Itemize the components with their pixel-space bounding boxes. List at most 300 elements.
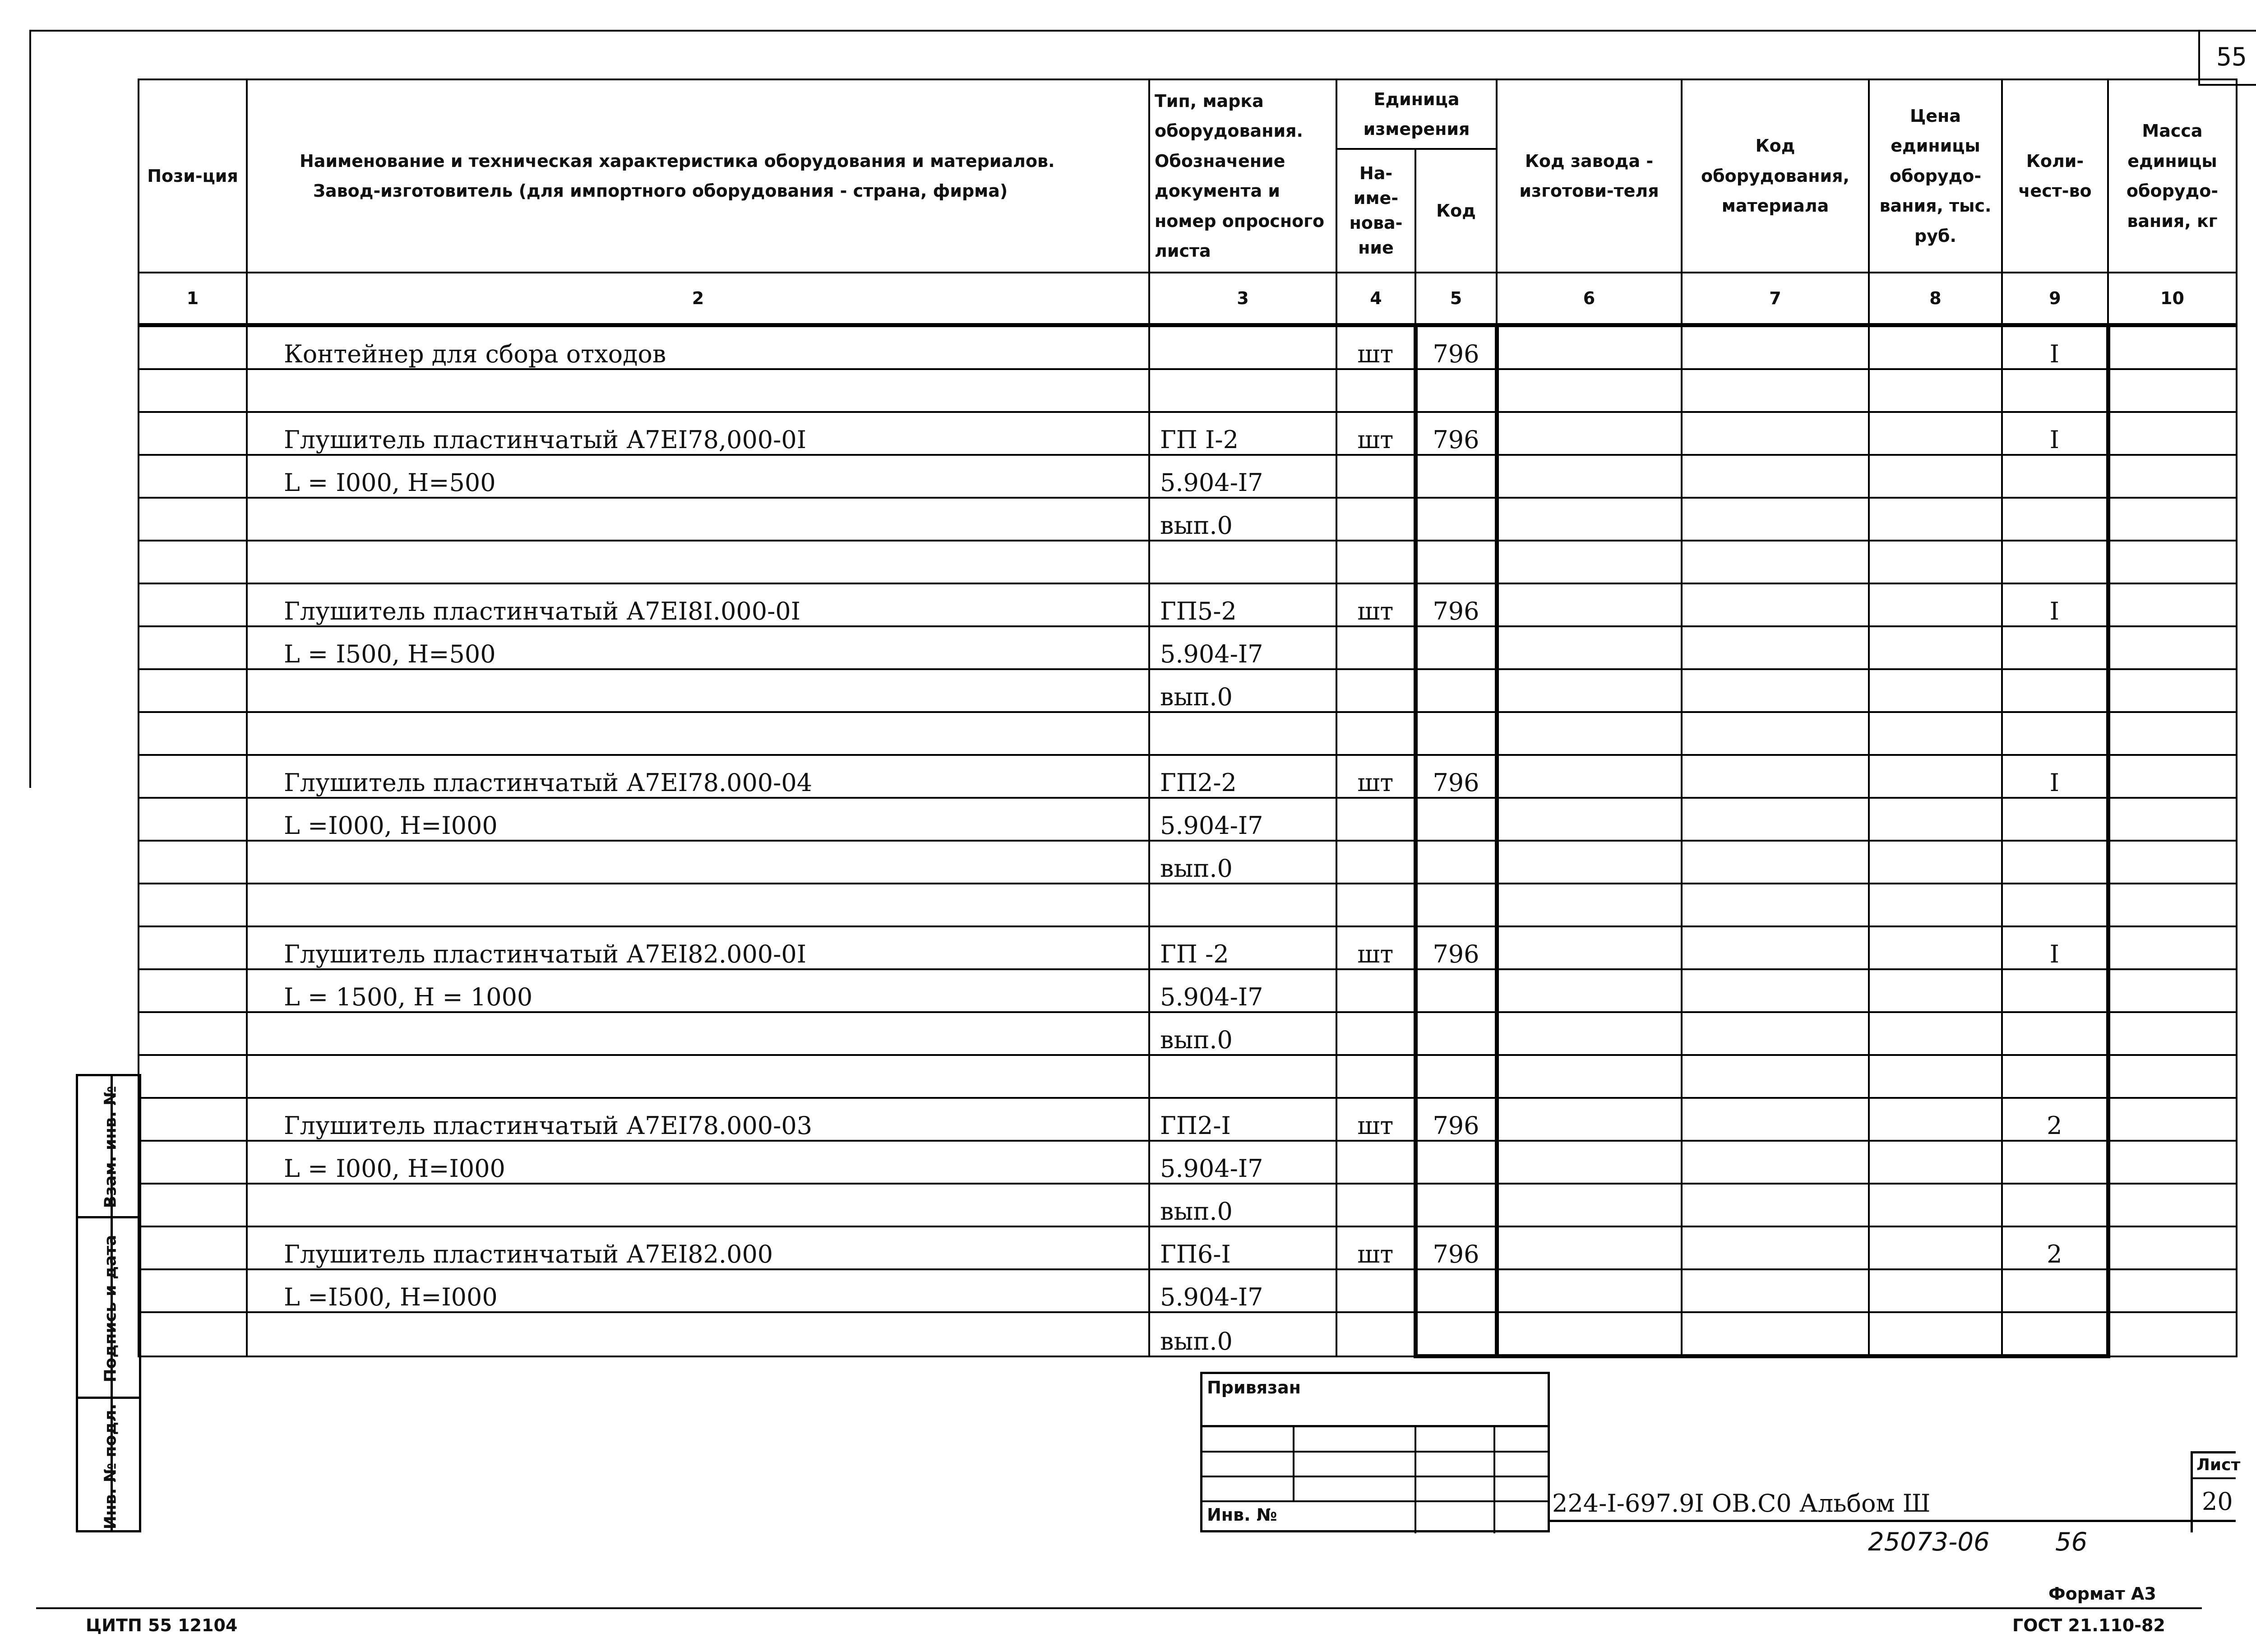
table-row <box>139 1141 2237 1184</box>
cell-price <box>1869 926 2002 969</box>
cell-code: 796 <box>1415 926 1497 969</box>
cell-code <box>1415 455 1497 498</box>
cell-code <box>1415 884 1497 926</box>
cell-price <box>1869 1269 2002 1312</box>
cell-quantity <box>2002 1055 2108 1098</box>
cell-name: L = I000, H=500 <box>247 455 1149 498</box>
cell-price <box>1869 1012 2002 1055</box>
cell-type: 5.904-I7 <box>1149 1269 1336 1312</box>
cell-unit <box>1336 1184 1415 1226</box>
cell-code <box>1415 498 1497 541</box>
cell-mass <box>2108 1055 2237 1098</box>
cell-type: вып.0 <box>1149 669 1336 712</box>
table-row <box>139 884 2237 926</box>
cell-position <box>139 412 247 455</box>
cell-name: Глушитель пластинчатый А7ЕI82.000 <box>247 1226 1149 1269</box>
cell-type: ГП I-2 <box>1149 412 1336 455</box>
cell-price <box>1869 1184 2002 1226</box>
cell-equipment-code <box>1682 412 1869 455</box>
cell-unit: шт <box>1336 325 1415 370</box>
column-number: 4 <box>1336 273 1415 325</box>
cell-mass <box>2108 498 2237 541</box>
cell-mass <box>2108 1226 2237 1269</box>
cell-position <box>139 1226 247 1269</box>
cell-price <box>1869 455 2002 498</box>
cell-position <box>139 1098 247 1141</box>
cell-name <box>247 369 1149 412</box>
cell-name: Глушитель пластинчатый А7ЕI78,000-0I <box>247 412 1149 455</box>
cell-mass <box>2108 841 2237 884</box>
cell-factory-code <box>1497 626 1682 669</box>
cell-code: 796 <box>1415 1098 1497 1141</box>
cell-factory-code <box>1497 412 1682 455</box>
cell-code <box>1415 541 1497 583</box>
cell-position <box>139 712 247 755</box>
cell-position <box>139 1012 247 1055</box>
cell-price <box>1869 884 2002 926</box>
cell-factory-code <box>1497 969 1682 1012</box>
citp-label: ЦИТП 55 12104 <box>86 1615 238 1635</box>
cell-factory-code <box>1497 1226 1682 1269</box>
table-row <box>139 541 2237 583</box>
side-cell-vzam <box>78 1076 139 1218</box>
sheet-box-top-line <box>2193 1451 2236 1453</box>
table-row <box>139 626 2237 669</box>
cell-factory-code <box>1497 1184 1682 1226</box>
table-row <box>139 369 2237 412</box>
cell-quantity <box>2002 884 2108 926</box>
cell-name <box>247 884 1149 926</box>
cell-mass <box>2108 712 2237 755</box>
cell-equipment-code <box>1682 498 1869 541</box>
table-row <box>139 712 2237 755</box>
cell-position <box>139 626 247 669</box>
cell-quantity <box>2002 669 2108 712</box>
column-number: 3 <box>1149 273 1336 325</box>
cell-unit: шт <box>1336 926 1415 969</box>
cell-code <box>1415 1312 1497 1356</box>
table-row <box>139 1098 2237 1141</box>
cell-mass <box>2108 1012 2237 1055</box>
cell-position <box>139 669 247 712</box>
table-row <box>139 669 2237 712</box>
header-unit-code: Код <box>1415 149 1497 273</box>
cell-price <box>1869 626 2002 669</box>
cell-code <box>1415 669 1497 712</box>
cell-name: L =I500, H=I000 <box>247 1269 1149 1312</box>
cell-equipment-code <box>1682 626 1869 669</box>
sheet-box-divider <box>2193 1477 2236 1479</box>
table-row <box>139 755 2237 798</box>
cell-code <box>1415 626 1497 669</box>
header-name-line2: Завод-изготовитель (для импортного оборудования - страна, фирма) <box>313 181 1008 201</box>
cell-mass <box>2108 926 2237 969</box>
cell-code <box>1415 1012 1497 1055</box>
cell-position <box>139 1312 247 1356</box>
cell-type: 5.904-I7 <box>1149 626 1336 669</box>
cell-equipment-code <box>1682 841 1869 884</box>
stamp-line <box>1202 1451 1548 1453</box>
cell-type: ГП -2 <box>1149 926 1336 969</box>
cell-unit <box>1336 1141 1415 1184</box>
table-row <box>139 1012 2237 1055</box>
column-number: 6 <box>1497 273 1682 325</box>
cell-name <box>247 498 1149 541</box>
cell-unit <box>1336 1012 1415 1055</box>
cell-factory-code <box>1497 841 1682 884</box>
column-number-row <box>139 273 2237 325</box>
stamp-label-inv-no: Инв. № <box>1207 1505 1277 1525</box>
cell-equipment-code <box>1682 884 1869 926</box>
cell-quantity <box>2002 541 2108 583</box>
cell-type <box>1149 325 1336 370</box>
cell-quantity <box>2002 1269 2108 1312</box>
cell-factory-code <box>1497 1269 1682 1312</box>
handwritten-page: 56 <box>2055 1527 2088 1557</box>
cell-price <box>1869 325 2002 370</box>
cell-unit <box>1336 541 1415 583</box>
cell-type: вып.0 <box>1149 1184 1336 1226</box>
cell-code: 796 <box>1415 583 1497 626</box>
cell-code: 796 <box>1415 755 1497 798</box>
cell-quantity: I <box>2002 583 2108 626</box>
cell-factory-code <box>1497 669 1682 712</box>
format-label: Формат А3 <box>2048 1584 2156 1604</box>
binding-stamp <box>1200 1372 1550 1532</box>
cell-position <box>139 325 247 370</box>
cell-equipment-code <box>1682 669 1869 712</box>
footer-line <box>36 1607 2202 1609</box>
cell-name: Глушитель пластинчатый А7ЕI8I.000-0I <box>247 583 1149 626</box>
cell-unit <box>1336 798 1415 841</box>
column-number: 9 <box>2002 273 2108 325</box>
cell-quantity <box>2002 712 2108 755</box>
cell-unit <box>1336 498 1415 541</box>
cell-equipment-code <box>1682 369 1869 412</box>
side-label-vzam: Взам. инв. № <box>101 1086 120 1208</box>
cell-mass <box>2108 1184 2237 1226</box>
header-row-1 <box>139 79 2237 149</box>
cell-type: вып.0 <box>1149 1012 1336 1055</box>
frame-top-line <box>29 30 2256 32</box>
cell-factory-code <box>1497 884 1682 926</box>
cell-code <box>1415 712 1497 755</box>
cell-factory-code <box>1497 369 1682 412</box>
cell-position <box>139 369 247 412</box>
handwritten-number: 25073-06 <box>1868 1527 1990 1557</box>
cell-name <box>247 1012 1149 1055</box>
cell-position <box>139 926 247 969</box>
cell-position <box>139 498 247 541</box>
cell-price <box>1869 798 2002 841</box>
cell-factory-code <box>1497 1098 1682 1141</box>
table-body <box>139 79 2237 1356</box>
cell-factory-code <box>1497 1312 1682 1356</box>
cell-unit: шт <box>1336 412 1415 455</box>
header-quantity: Коли-чест-во <box>2002 79 2108 273</box>
cell-quantity: 2 <box>2002 1098 2108 1141</box>
cell-factory-code <box>1497 498 1682 541</box>
stamp-divider <box>1493 1425 1495 1533</box>
table-row <box>139 412 2237 455</box>
cell-type: 5.904-I7 <box>1149 1141 1336 1184</box>
table-row <box>139 969 2237 1012</box>
cell-quantity <box>2002 1012 2108 1055</box>
cell-unit <box>1336 1055 1415 1098</box>
cell-position <box>139 455 247 498</box>
header-unit-name: На-име-нова-ние <box>1336 149 1415 273</box>
cell-quantity: I <box>2002 926 2108 969</box>
column-number: 8 <box>1869 273 2002 325</box>
stamp-divider <box>1415 1425 1416 1533</box>
cell-type: 5.904-I7 <box>1149 455 1336 498</box>
cell-quantity: I <box>2002 412 2108 455</box>
cell-factory-code <box>1497 455 1682 498</box>
side-label-inv: Инв. № подл. <box>101 1403 120 1530</box>
cell-type: вып.0 <box>1149 1312 1336 1356</box>
cell-code <box>1415 841 1497 884</box>
cell-code <box>1415 369 1497 412</box>
cell-code: 796 <box>1415 325 1497 370</box>
cell-position <box>139 798 247 841</box>
cell-name: Глушитель пластинчатый А7ЕI78.000-04 <box>247 755 1149 798</box>
stamp-bottom-line <box>1548 1520 2236 1522</box>
cell-unit <box>1336 669 1415 712</box>
cell-mass <box>2108 369 2237 412</box>
cell-factory-code <box>1497 798 1682 841</box>
cell-factory-code <box>1497 1012 1682 1055</box>
column-number: 10 <box>2108 273 2237 325</box>
header-name <box>247 79 1149 273</box>
header-equipment-code: Код оборудования, материала <box>1682 79 1869 273</box>
cell-equipment-code <box>1682 1312 1869 1356</box>
column-number: 7 <box>1682 273 1869 325</box>
cell-equipment-code <box>1682 1141 1869 1184</box>
cell-position <box>139 841 247 884</box>
side-cell-podpis <box>78 1218 139 1399</box>
cell-equipment-code <box>1682 1184 1869 1226</box>
cell-code <box>1415 1141 1497 1184</box>
cell-quantity <box>2002 498 2108 541</box>
cell-position <box>139 1141 247 1184</box>
table-row <box>139 498 2237 541</box>
table-row <box>139 1312 2237 1356</box>
page-number: 55 <box>2198 30 2256 86</box>
cell-mass <box>2108 669 2237 712</box>
stamp-line <box>1202 1425 1548 1427</box>
column-number: 2 <box>247 273 1149 325</box>
side-cell-inv <box>78 1399 139 1535</box>
cell-position <box>139 1269 247 1312</box>
cell-equipment-code <box>1682 1055 1869 1098</box>
cell-unit <box>1336 712 1415 755</box>
cell-quantity: I <box>2002 755 2108 798</box>
table-row <box>139 1055 2237 1098</box>
stamp-line <box>1202 1476 1548 1477</box>
cell-mass <box>2108 626 2237 669</box>
cell-mass <box>2108 1269 2237 1312</box>
cell-name <box>247 1055 1149 1098</box>
cell-price <box>1869 1141 2002 1184</box>
cell-price <box>1869 541 2002 583</box>
cell-price <box>1869 712 2002 755</box>
table-row <box>139 583 2237 626</box>
cell-mass <box>2108 969 2237 1012</box>
cell-equipment-code <box>1682 1098 1869 1141</box>
cell-type <box>1149 369 1336 412</box>
cell-unit: шт <box>1336 1226 1415 1269</box>
cell-name <box>247 712 1149 755</box>
cell-factory-code <box>1497 541 1682 583</box>
cell-quantity <box>2002 969 2108 1012</box>
cell-equipment-code <box>1682 1269 1869 1312</box>
cell-equipment-code <box>1682 926 1869 969</box>
cell-price <box>1869 755 2002 798</box>
cell-equipment-code <box>1682 455 1869 498</box>
cell-position <box>139 583 247 626</box>
cell-price <box>1869 1312 2002 1356</box>
cell-type <box>1149 541 1336 583</box>
cell-equipment-code <box>1682 1226 1869 1269</box>
cell-type: 5.904-I7 <box>1149 798 1336 841</box>
cell-type: ГП6-I <box>1149 1226 1336 1269</box>
cell-code <box>1415 1055 1497 1098</box>
cell-price <box>1869 841 2002 884</box>
column-number: 1 <box>139 273 247 325</box>
cell-price <box>1869 969 2002 1012</box>
cell-factory-code <box>1497 583 1682 626</box>
header-name-line1: Наименование и техническая характеристика оборудования и материалов. <box>300 151 1055 171</box>
cell-type <box>1149 1055 1336 1098</box>
cell-code: 796 <box>1415 1226 1497 1269</box>
cell-factory-code <box>1497 755 1682 798</box>
cell-mass <box>2108 1098 2237 1141</box>
cell-position <box>139 1184 247 1226</box>
table-row <box>139 1269 2237 1312</box>
table-row <box>139 841 2237 884</box>
cell-mass <box>2108 455 2237 498</box>
cell-position <box>139 884 247 926</box>
cell-mass <box>2108 798 2237 841</box>
cell-unit <box>1336 1269 1415 1312</box>
cell-price <box>1869 583 2002 626</box>
cell-code <box>1415 969 1497 1012</box>
stamp-line <box>1202 1500 1548 1502</box>
cell-mass <box>2108 412 2237 455</box>
sheet-number: 20 <box>2202 1487 2233 1516</box>
table-row <box>139 926 2237 969</box>
cell-type <box>1149 712 1336 755</box>
frame-left-line <box>29 30 31 788</box>
specification-table <box>138 79 2238 1358</box>
cell-unit <box>1336 884 1415 926</box>
cell-mass <box>2108 541 2237 583</box>
cell-mass <box>2108 1312 2237 1356</box>
cell-quantity <box>2002 1312 2108 1356</box>
table-row <box>139 1184 2237 1226</box>
table-row <box>139 798 2237 841</box>
cell-name: L = I500, H=500 <box>247 626 1149 669</box>
cell-name: L = 1500, H = 1000 <box>247 969 1149 1012</box>
cell-type: ГП2-2 <box>1149 755 1336 798</box>
gost-label: ГОСТ 21.110-82 <box>2012 1615 2165 1635</box>
cell-unit <box>1336 455 1415 498</box>
cell-price <box>1869 1098 2002 1141</box>
cell-unit <box>1336 1312 1415 1356</box>
cell-equipment-code <box>1682 798 1869 841</box>
cell-type: вып.0 <box>1149 498 1336 541</box>
sheet-label: Лист <box>2196 1456 2241 1474</box>
cell-quantity <box>2002 841 2108 884</box>
header-type: Тип, марка оборудования. Обозначение документа и номер опросного листа <box>1149 79 1336 273</box>
cell-type: ГП5-2 <box>1149 583 1336 626</box>
cell-factory-code <box>1497 712 1682 755</box>
cell-mass <box>2108 884 2237 926</box>
cell-quantity <box>2002 455 2108 498</box>
cell-name: Глушитель пластинчатый А7ЕI82.000-0I <box>247 926 1149 969</box>
cell-code <box>1415 798 1497 841</box>
cell-quantity <box>2002 1141 2108 1184</box>
header-unit: Единица измерения <box>1336 79 1497 149</box>
stamp-divider <box>1293 1425 1294 1502</box>
side-label-podpis: Подпись и дата <box>101 1235 120 1383</box>
table-row <box>139 325 2237 370</box>
cell-mass <box>2108 755 2237 798</box>
cell-factory-code <box>1497 926 1682 969</box>
document-code: 224-I-697.9I ОВ.С0 Альбом Ш <box>1552 1489 1931 1518</box>
cell-name: Глушитель пластинчатый А7ЕI78.000-03 <box>247 1098 1149 1141</box>
table-row <box>139 1226 2237 1269</box>
column-number: 5 <box>1415 273 1497 325</box>
sheet-number-box <box>2191 1451 2241 1532</box>
cell-name <box>247 1312 1149 1356</box>
cell-equipment-code <box>1682 325 1869 370</box>
header-mass: Масса единицы оборудо-вания, кг <box>2108 79 2237 273</box>
cell-mass <box>2108 583 2237 626</box>
cell-price <box>1869 1055 2002 1098</box>
cell-unit <box>1336 969 1415 1012</box>
stamp-label-privyazan: Привязан <box>1207 1378 1301 1397</box>
cell-quantity <box>2002 1184 2108 1226</box>
header-factory-code: Код завода - изготови-теля <box>1497 79 1682 273</box>
cell-equipment-code <box>1682 755 1869 798</box>
cell-price <box>1869 1226 2002 1269</box>
cell-quantity <box>2002 369 2108 412</box>
cell-price <box>1869 369 2002 412</box>
cell-position <box>139 969 247 1012</box>
table-row <box>139 455 2237 498</box>
cell-equipment-code <box>1682 969 1869 1012</box>
cell-type: 5.904-I7 <box>1149 969 1336 1012</box>
cell-name <box>247 841 1149 884</box>
cell-price <box>1869 412 2002 455</box>
cell-quantity: I <box>2002 325 2108 370</box>
cell-factory-code <box>1497 1055 1682 1098</box>
cell-price <box>1869 498 2002 541</box>
cell-name: L =I000, H=I000 <box>247 798 1149 841</box>
cell-code <box>1415 1269 1497 1312</box>
cell-code <box>1415 1184 1497 1226</box>
cell-unit: шт <box>1336 1098 1415 1141</box>
cell-mass <box>2108 1141 2237 1184</box>
cell-unit: шт <box>1336 583 1415 626</box>
cell-name: Контейнер для сбора отходов <box>247 325 1149 370</box>
header-position: Пози-ция <box>139 79 247 273</box>
cell-price <box>1869 669 2002 712</box>
cell-equipment-code <box>1682 1012 1869 1055</box>
cell-code: 796 <box>1415 412 1497 455</box>
cell-unit <box>1336 841 1415 884</box>
